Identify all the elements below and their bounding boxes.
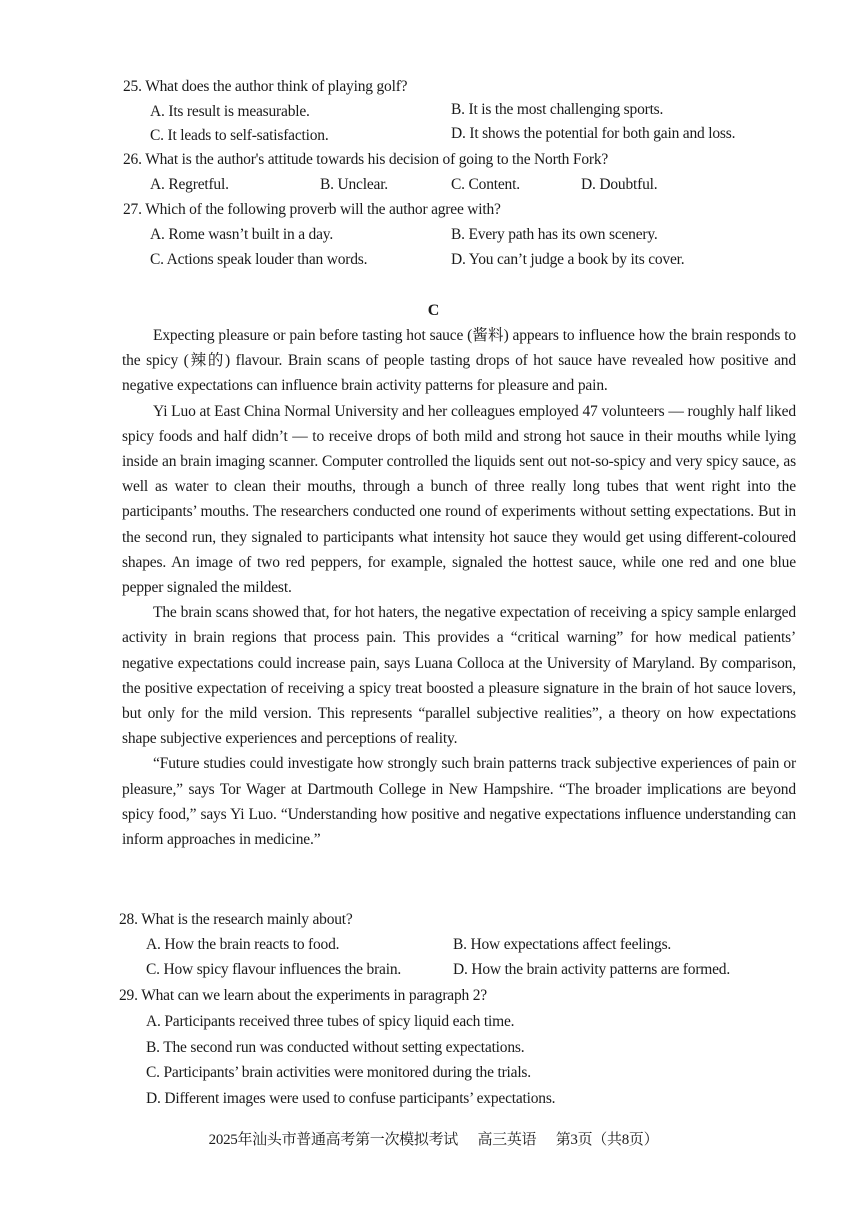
option-25a: A. Its result is measurable. [150,103,310,120]
option-27d: D. You can’t judge a book by its cover. [451,251,685,268]
option-26d: D. Doubtful. [581,176,658,193]
page-footer [0,1129,867,1151]
option-29d: D. Different images were used to confuse participants’ expectations. [146,1090,556,1107]
option-25d: D. It shows the potential for both gain and loss. [451,125,736,142]
section-title: C [427,302,440,319]
option-29a: A. Participants received three tubes of spicy liquid each time. [146,1013,515,1030]
option-26a: A. Regretful. [150,176,229,193]
option-28d: D. How the brain activity patterns are formed. [453,961,731,978]
option-28c: C. How spicy flavour influences the brain. [146,961,402,978]
question-27-stem: 27. Which of the following proverb will the author agree with? [123,201,501,218]
option-27c: C. Actions speak louder than words. [150,251,368,268]
reading-passage [122,323,796,852]
passage-paragraph-4: “Future studies could investigate how strongly such brain patterns track subjective experiences of pain or pleasure,” says Tor Wager at Dartmouth College in New Hampshire. “The broader implications are beyond spicy food,” says Yi Luo. “Understanding how positive and negative expectations influence understanding can inform approaches in medicine.” [122,755,796,849]
passage-paragraph-2: Yi Luo at East China Normal University and her colleagues employed 47 volunteers — roughly half liked spicy foods and half didn’t — to receive drops of both mild and strong hot sauce in their mouths while lying inside an brain imaging scanner. Computer controlled the liquids sent out not-so-spicy and very spicy sauce, as well as water to clean their mouths, through a bunch of three really long tubes that went right into the participants’ mouths. The researchers conducted one round of experiments without setting expectations. But in the second run, they signaled to participants what intensity hot sauce they would get using different-coloured shapes. An image of two red peppers, for example, signaled the hottest sauce, while one red and one blue pepper signaled the mildest. [122,402,796,597]
option-25b: B. It is the most challenging sports. [451,101,664,118]
question-29-stem: 29. What can we learn about the experiments in paragraph 2? [119,987,487,1004]
option-27b: B. Every path has its own scenery. [451,226,658,243]
option-29b: B. The second run was conducted without setting expectations. [146,1039,525,1056]
option-28b: B. How expectations affect feelings. [453,936,672,953]
question-28-stem: 28. What is the research mainly about? [119,911,353,928]
footer-subject: 高三英语 [477,1132,537,1148]
option-25c: C. It leads to self-satisfaction. [150,127,329,144]
question-26-stem: 26. What is the author's attitude towards his decision of going to the North Fork? [123,151,609,168]
option-26c: C. Content. [451,176,520,193]
footer-page-number: 第3页（共8页） [555,1132,659,1148]
option-29c: C. Participants’ brain activities were monitored during the trials. [146,1064,531,1081]
option-26b: B. Unclear. [320,176,388,193]
question-25-stem: 25. What does the author think of playing golf? [123,78,408,95]
footer-exam-name: 2025年汕头市普通高考第一次模拟考试 [208,1132,458,1148]
passage-paragraph-1: Expecting pleasure or pain before tasting hot sauce (酱料) appears to influence how the brain responds to the spicy (辣的) flavour. Brain scans of people tasting drops of hot sauce have revealed how positive and negative expectations can influence brain activity patterns for pleasure and pain. [122,327,796,395]
passage-paragraph-3: The brain scans showed that, for hot haters, the negative expectation of receiving a spicy sample enlarged activity in brain regions that process pain. This provides a “critical warning” for how medical patients’ negative expectations could increase pain, says Luana Colloca at the University of Maryland. By comparison, the positive expectation of receiving a spicy treat boosted a pleasure signature in the brain of hot sauce lovers, but only for the mild version. This represents “parallel subjective realities”, a theory on how expectations shape subjective experiences and perceptions of reality. [122,604,796,748]
option-28a: A. How the brain reacts to food. [146,936,340,953]
option-27a: A. Rome wasn’t built in a day. [150,226,334,243]
